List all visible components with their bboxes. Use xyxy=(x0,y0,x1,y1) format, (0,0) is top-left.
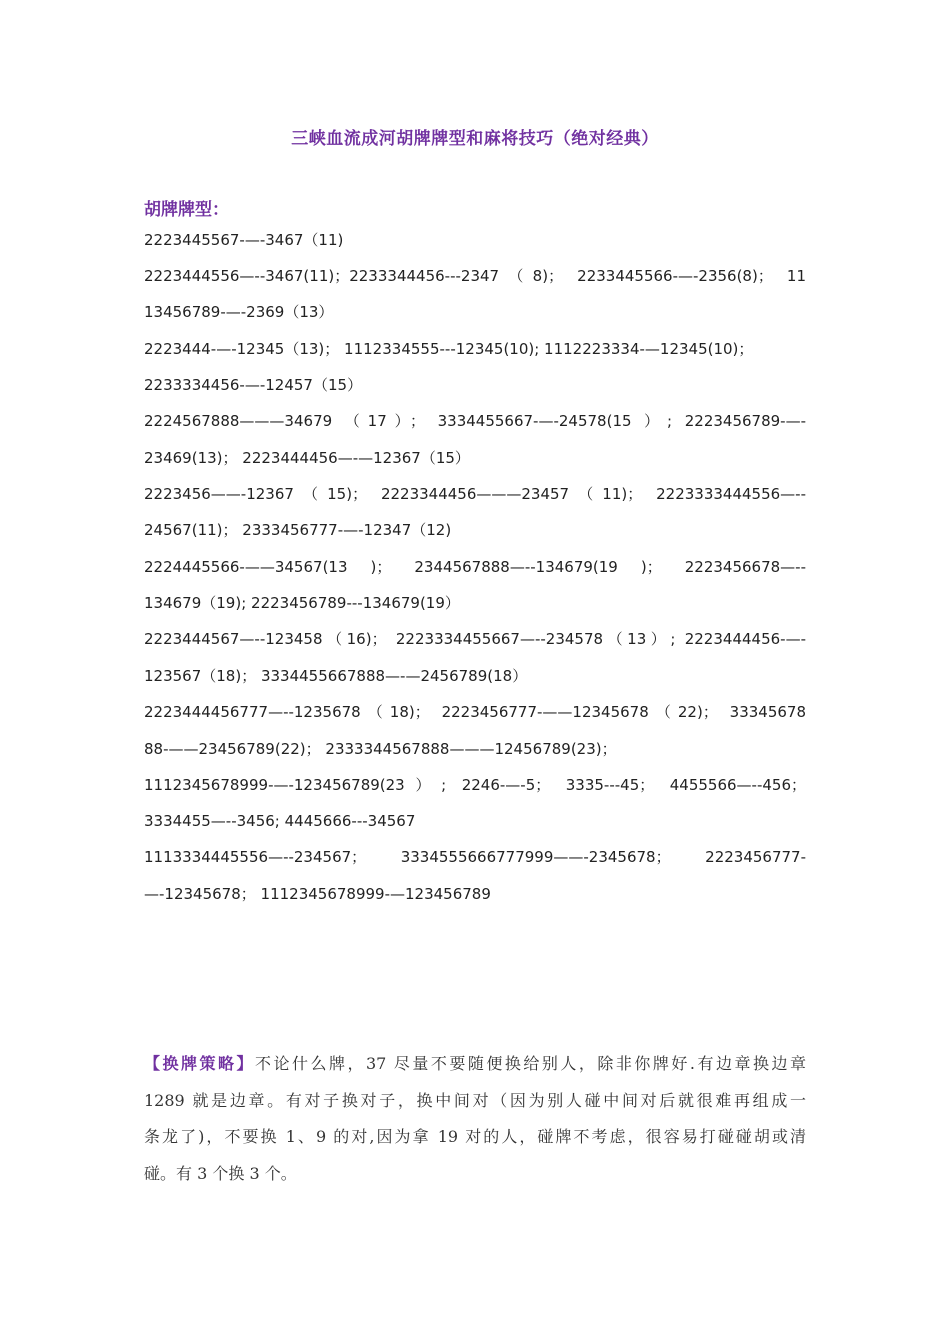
pattern-line: 2223444556—--3467(11)；2233344456---2347（8)； 2233445566-—-2356(8)； 11 xyxy=(144,267,806,285)
pattern-line: 2223444-—-12345（13)； 1112334555---12345(10); 1112223334-—12345(10)； xyxy=(144,340,754,358)
pattern-line: —-12345678； 1112345678999-—123456789 xyxy=(144,885,491,903)
pattern-line: 2224445566-——34567(13 )； 2344567888—--134679(19 )； 2223456678—-- xyxy=(144,558,806,576)
pattern-line: 3334455—--3456; 4445666---34567 xyxy=(144,812,416,830)
pattern-line: 134679（19); 2223456789---134679(19） xyxy=(144,594,460,612)
document-title: 三峡血流成河胡牌牌型和麻将技巧（绝对经典） xyxy=(291,129,659,149)
pattern-line: 2223456——-12367（15)； 2223344456———23457（11)； 2223333444556—-- xyxy=(144,485,806,503)
pattern-line: 2223444456777—--1235678（18)； 2223456777-——12345678（22)； 33345678 xyxy=(144,703,806,721)
strategy-label: 【换牌策略】 xyxy=(144,1054,255,1073)
strategy-paragraph xyxy=(144,1046,806,1192)
pattern-line: 1113334445556—--234567； 3334555666777999——-2345678； 2223456777- xyxy=(144,848,806,866)
pattern-line: 2223445567-—-3467（11) xyxy=(144,231,344,249)
strategy-text: 不论什么牌，37 尽量不要随便换给别人，除非你牌好.有边章换边章 xyxy=(255,1054,806,1073)
pattern-line: 1112345678999-—-123456789(23）; 2246-—-5； 3335---45； 4455566—--456； xyxy=(144,776,806,794)
pattern-line: 2233334456-—-12457（15） xyxy=(144,376,363,394)
strategy-line: 条龙了)，不要换 1、9 的对,因为拿 19 对的人，碰牌不考虑，很容易打碰碰胡或清 xyxy=(144,1127,806,1146)
pattern-line: 2223444567—--123458（16)； 2223334455667—--234578（13）; 2223444456-—- xyxy=(144,630,806,648)
pattern-line: 24567(11)； 2333456777-—-12347（12) xyxy=(144,521,452,539)
strategy-line: 碰。有 3 个换 3 个。 xyxy=(144,1163,297,1183)
pattern-line: 2224567888———34679 （17）； 3334455667-—-24578(15 ）; 2223456789-—- xyxy=(144,412,806,430)
pattern-line: 13456789-—-2369（13） xyxy=(144,303,334,321)
pattern-line: 23469(13)； 2223444456—-—12367（15） xyxy=(144,449,470,467)
strategy-line: 1289 就是边章。有对子换对子，换中间对（因为别人碰中间对后就很难再组成一 xyxy=(144,1090,806,1110)
strategy-line xyxy=(144,1046,806,1083)
pattern-line: 88-——23456789(22)； 2333344567888———12456789(23)； xyxy=(144,740,617,758)
section-heading-hand-patterns: 胡牌牌型： xyxy=(144,200,229,220)
pattern-line: 123567（18)； 3334455667888—-—2456789(18） xyxy=(144,667,528,685)
